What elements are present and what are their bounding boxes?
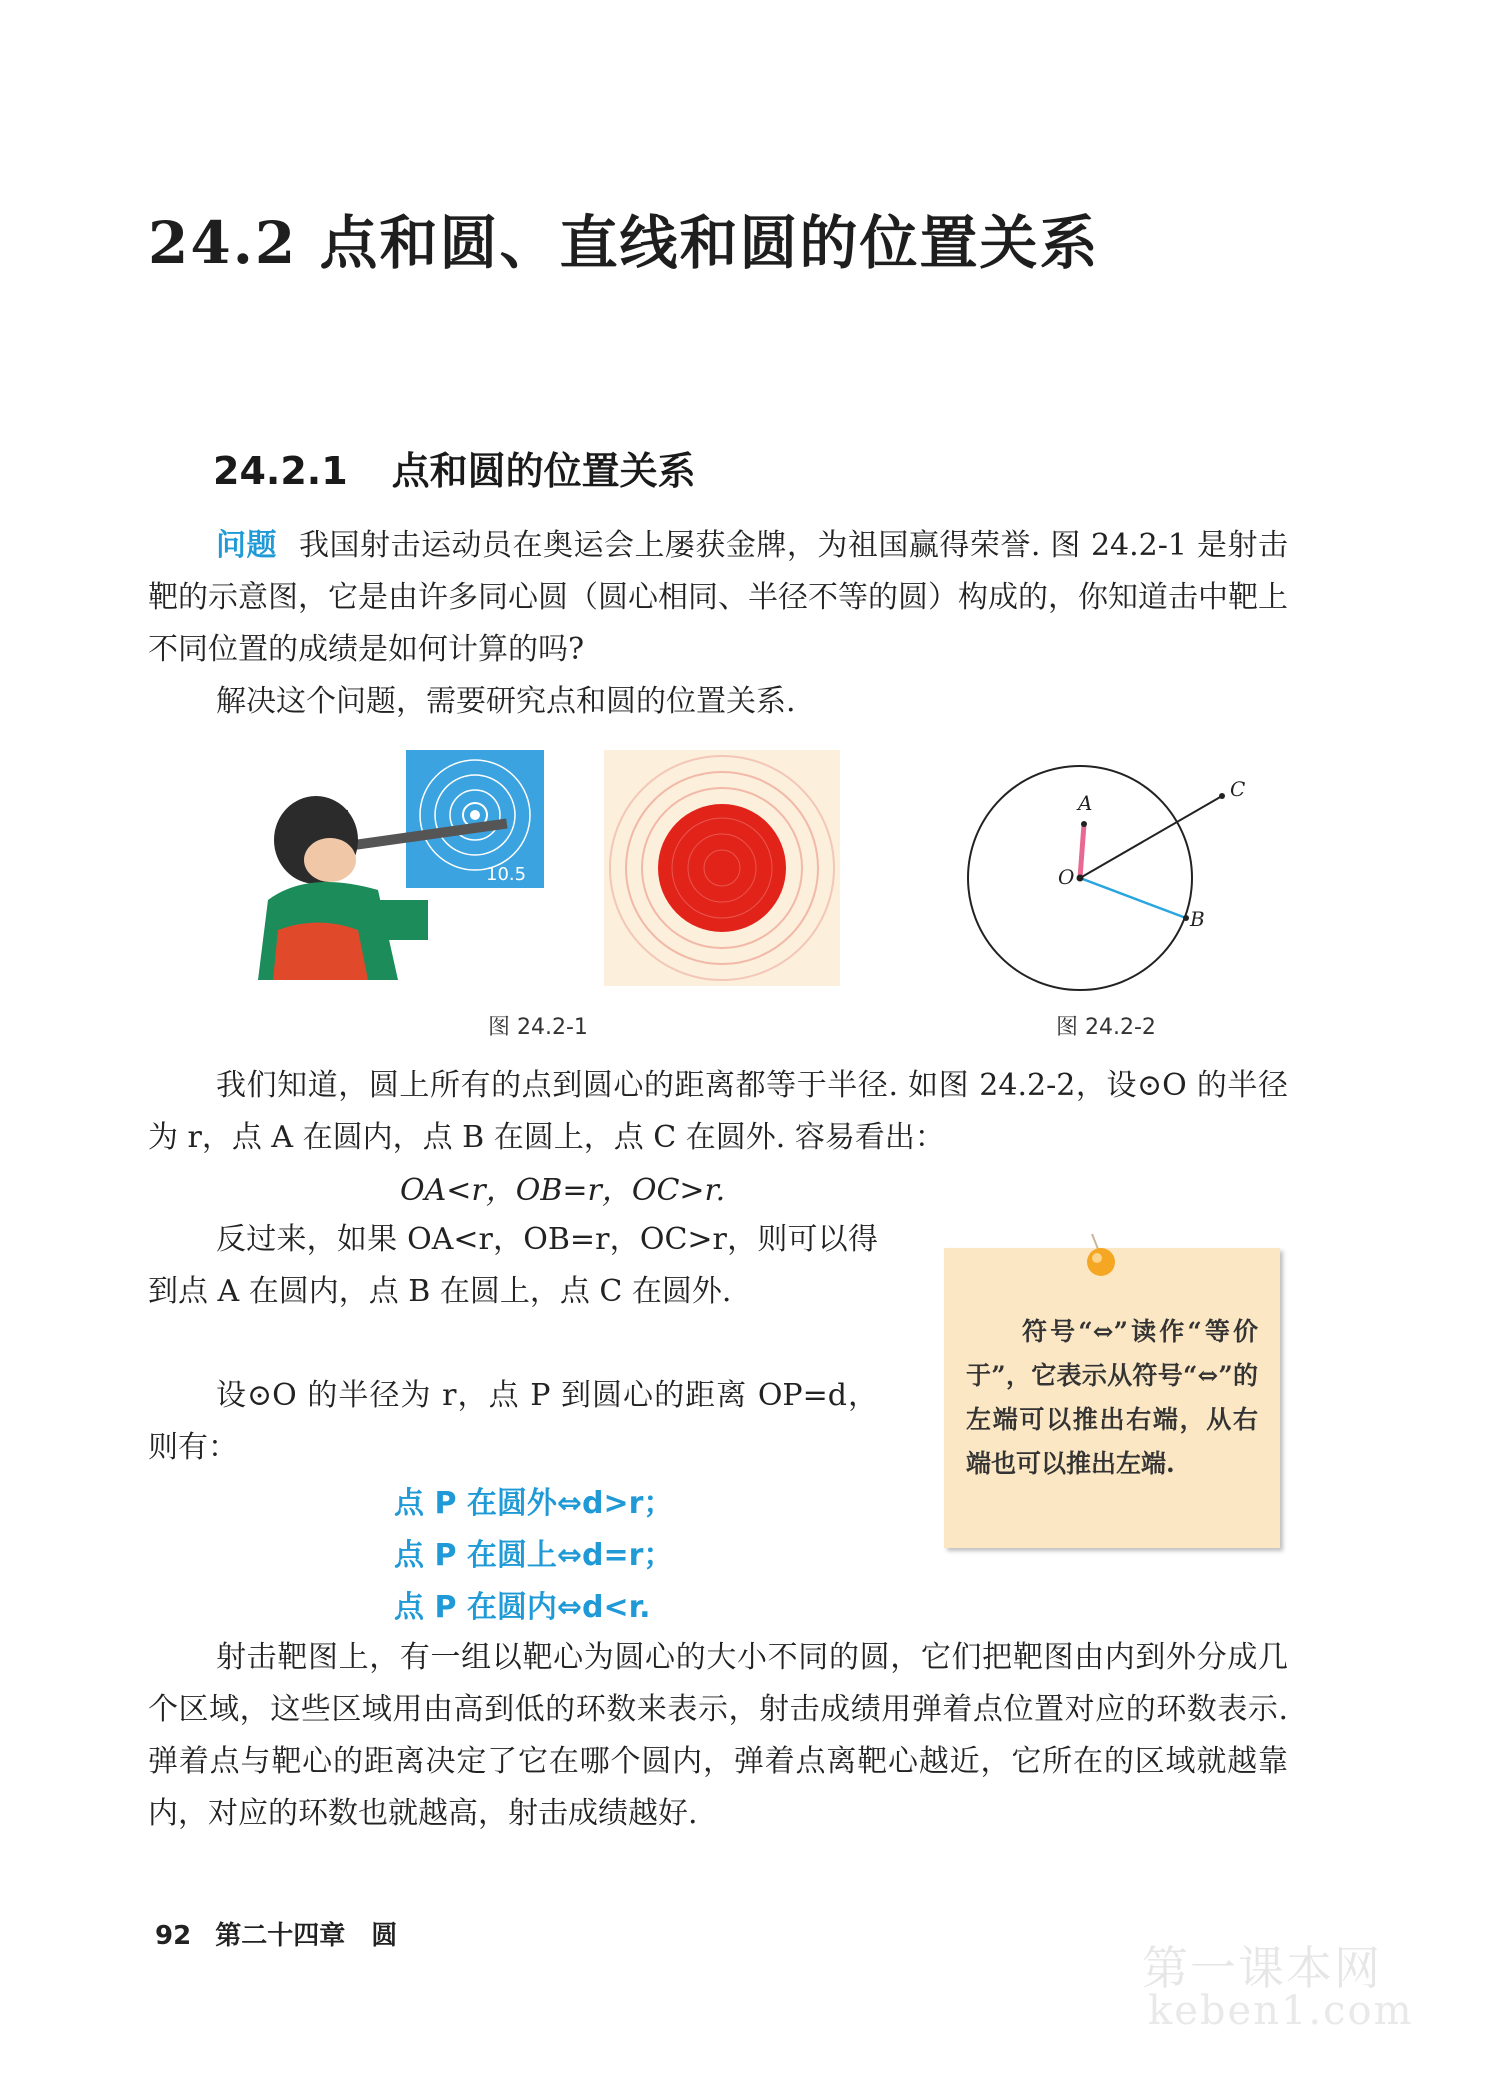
shooter-photo (248, 750, 578, 980)
watermark-title: 第一课本网 (1142, 1941, 1382, 1995)
target-illustration (604, 750, 840, 986)
rule-on: 点 P 在圆上⇔d=r； (394, 1538, 674, 1573)
rule-inside: 点 P 在圆内⇔d<r. (394, 1590, 651, 1625)
subsection-heading (213, 440, 696, 495)
pushpin-icon (1082, 1232, 1118, 1282)
point-label-a: A (1078, 791, 1093, 815)
paragraph-2: 反过来，如果 OA<r，OB=r，OC>r，则可以得到点 A 在圆内，点 B 在圆上，点 C 在圆外. (148, 1222, 878, 1309)
paragraph-3: 设⊙O 的半径为 r，点 P 到圆心的距离 OP=d，则有： (148, 1378, 878, 1465)
point-label-c: C (1230, 777, 1246, 801)
problem-text: 我国射击运动员在奥运会上屡获金牌，为祖国赢得荣誉. 图 24.2-1 是射击靶的示意图，它是由许多同心圆（圆心相同、半径不等的圆）构成的，你知道击中靶上不同位置的成绩是如何计算的吗? (148, 528, 1289, 667)
section-title: 24.2 点和圆、直线和圆的位置关系 (148, 209, 1100, 277)
score-label: 10.5 (486, 864, 527, 885)
point-label-b: B (1190, 907, 1205, 931)
problem-label: 问题 (216, 528, 277, 563)
subsection-title: 点和圆的位置关系 (391, 449, 696, 493)
problem-paragraph (148, 520, 1288, 676)
formula-relations: OA<r，OB=r，OC>r. (400, 1173, 726, 1208)
figure-caption-2: 图 24.2-2 (1056, 1015, 1156, 1040)
page-footer (155, 1915, 397, 1952)
intro-paragraph: 解决这个问题，需要研究点和圆的位置关系. (216, 684, 796, 719)
rule-outside: 点 P 在圆外⇔d>r； (394, 1486, 674, 1521)
paragraph-4: 射击靶图上，有一组以靶心为圆心的大小不同的圆，它们把靶图由内到外分成几个区域，这些区域用由高到低的环数来表示，射击成绩用弹着点位置对应的环数表示. 弹着点与靶心的距离决定了它在哪个圆内，弹着点离靶心越近，它所在的区域就越靠内，对应的环数也就越高，射击成绩越好. (148, 1640, 1288, 1831)
subsection-number: 24.2.1 (213, 449, 348, 493)
circle-diagram (960, 760, 1280, 1000)
paragraph-1: 我们知道，圆上所有的点到圆心的距离都等于半径. 如图 24.2-2，设⊙O 的半径为 r，点 A 在圆内，点 B 在圆上，点 C 在圆外. 容易看出： (148, 1068, 1288, 1155)
note-text: 符号“⇔”读作“等价于”，它表示从符号“⇔”的左端可以推出右端，从右端也可以推出左端. (966, 1317, 1258, 1478)
watermark-url: keben1.com (1148, 1988, 1414, 2034)
figure-caption-1: 图 24.2-1 (488, 1015, 588, 1040)
point-label-o: O (1058, 865, 1075, 889)
page-number: 92 (155, 1921, 192, 1951)
sticky-note (944, 1248, 1280, 1548)
chapter-label: 第二十四章 圆 (215, 1921, 398, 1951)
